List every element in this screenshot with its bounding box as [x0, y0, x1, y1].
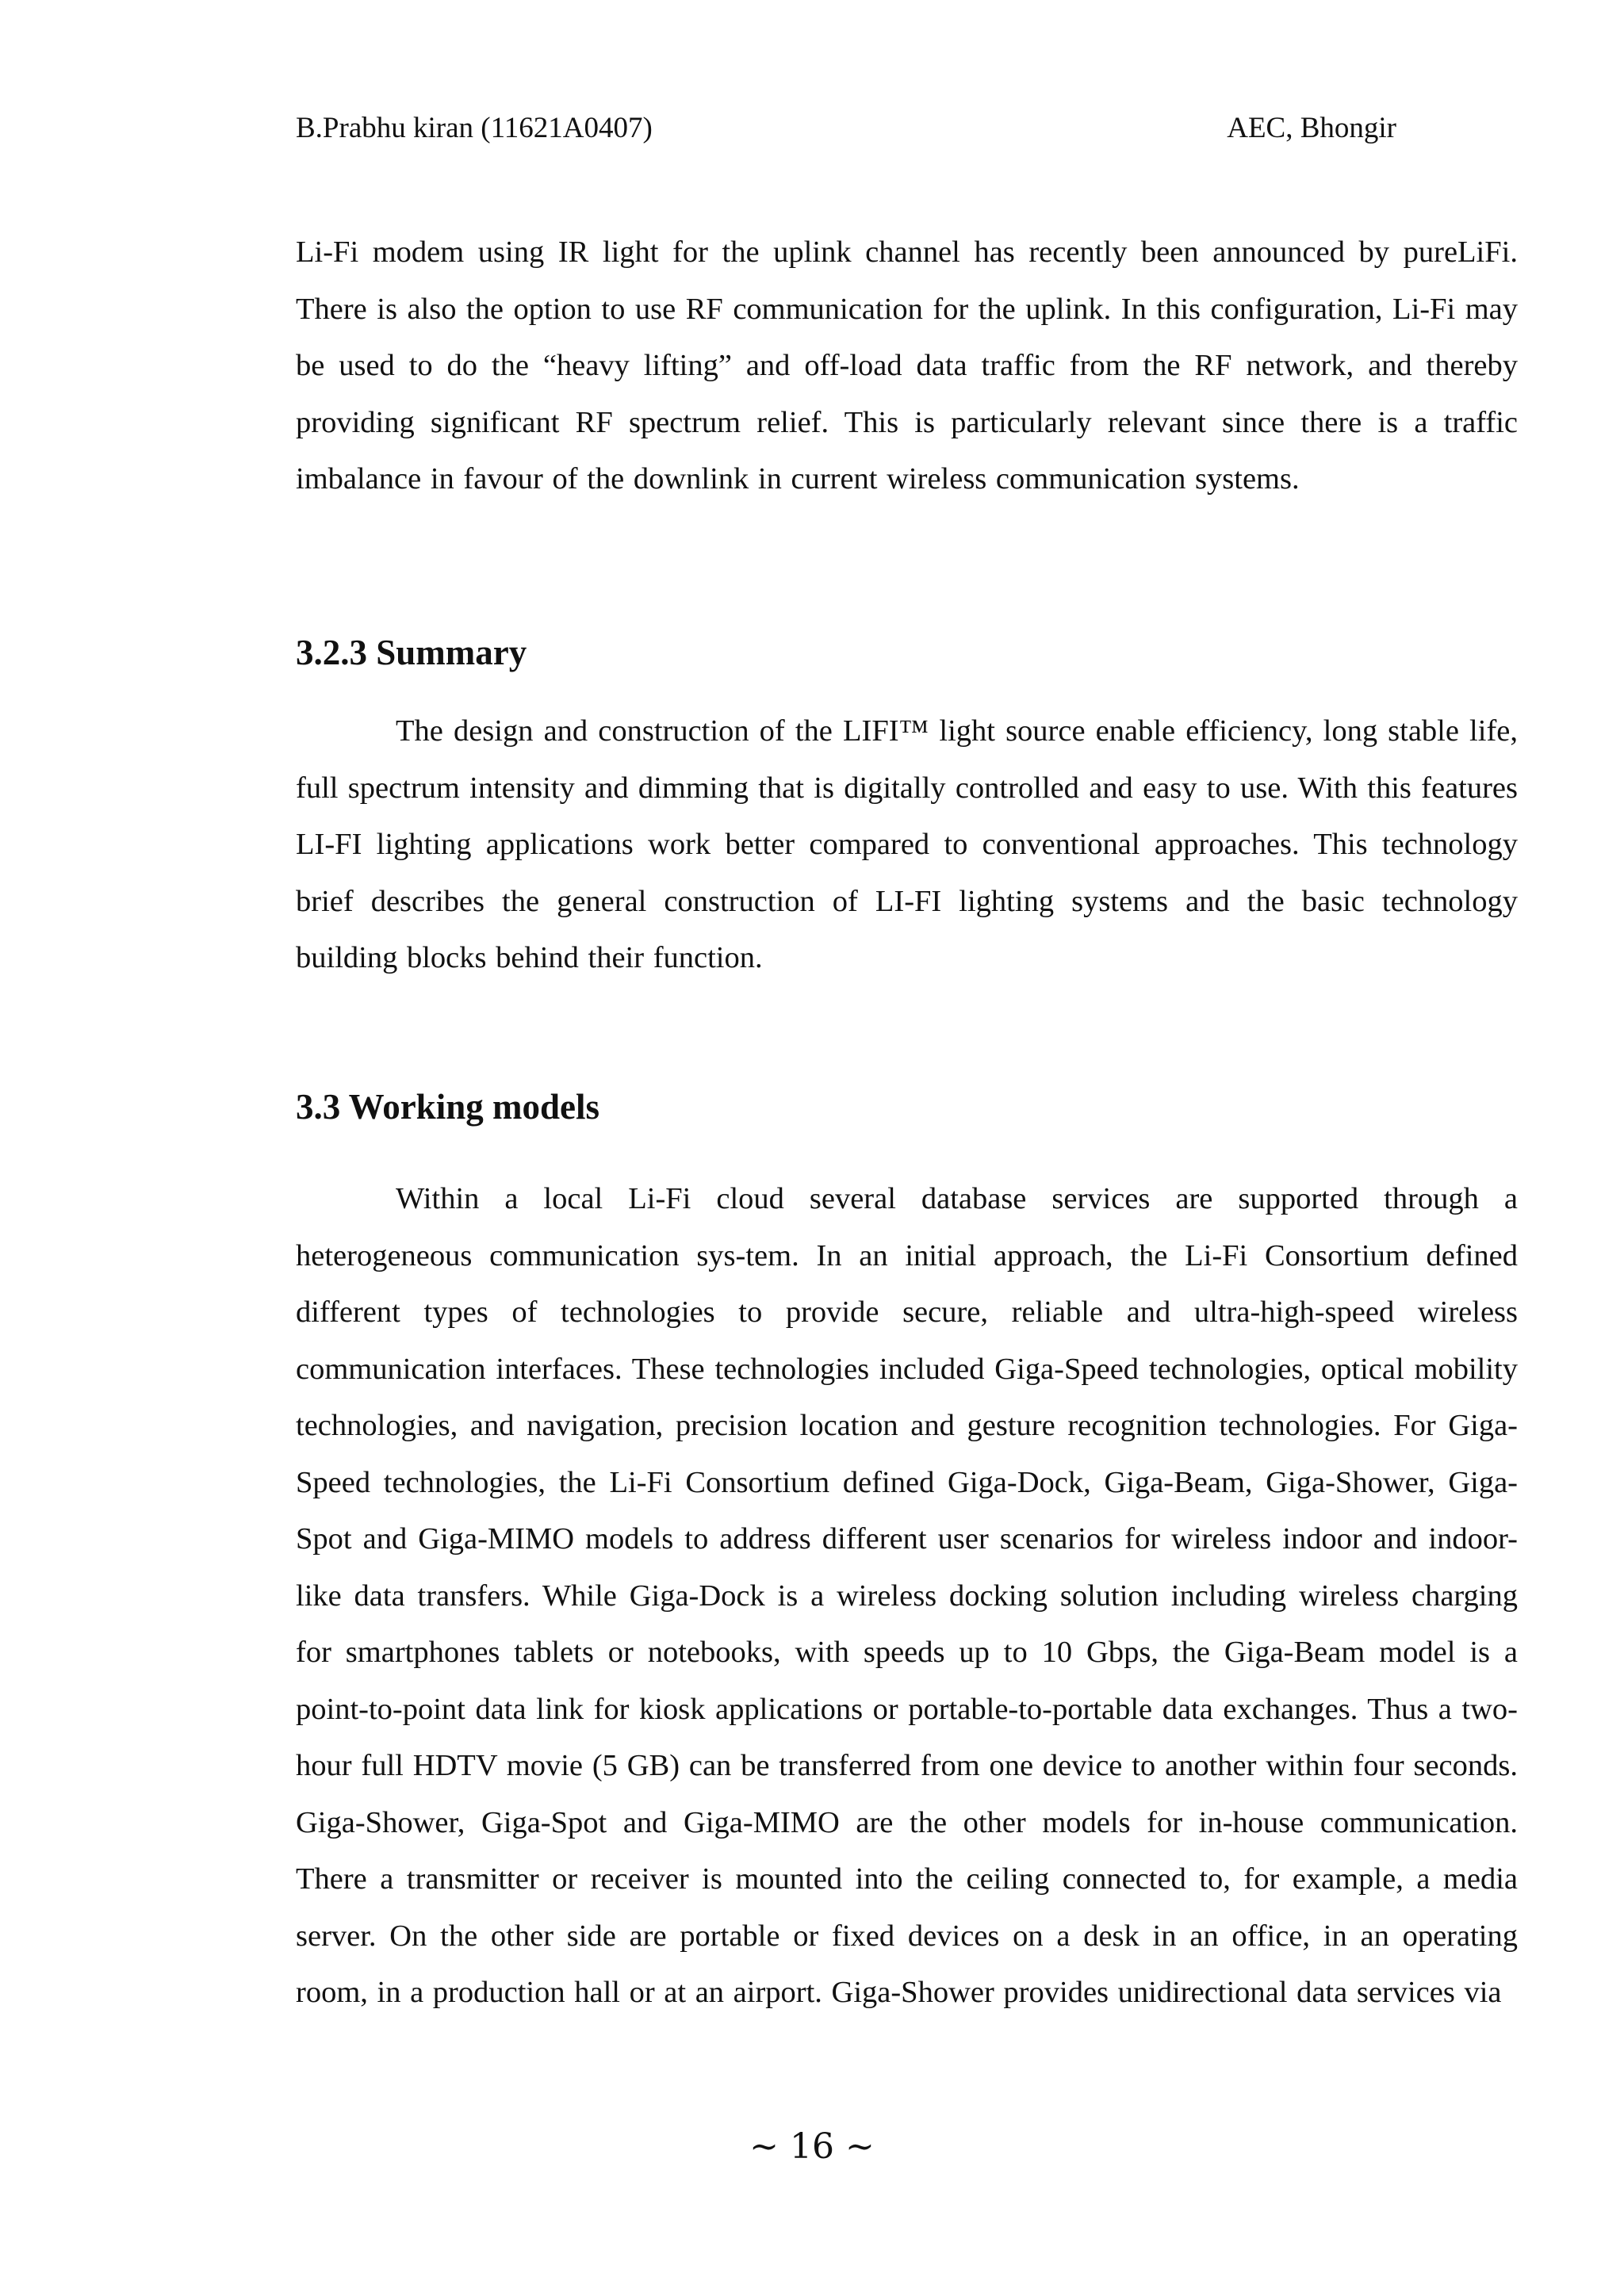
- working-models-paragraph: Within a local Li-Fi cloud several database services are supported through a heterogeneous communication sys-tem. In an initial approach, the Li-Fi Consortium defined different types of technologies to provide secure, reliable and ultra-high-speed wireless communication interfaces. These technologies included Giga-Speed technologies, optical mobility technologies, and navigation, precision location and gesture recognition technologies. For Giga-Speed technologies, the Li-Fi Consortium defined Giga-Dock, Giga-Beam, Giga-Shower, Giga-Spot and Giga-MIMO models to address different user scenarios for wireless indoor and indoor-like data transfers. While Giga-Dock is a wireless docking solution including wireless charging for smartphones tablets or notebooks, with speeds up to 10 Gbps, the Giga-Beam model is a point-to-point data link for kiosk applications or portable-to-portable data exchanges. Thus a two-hour full HDTV movie (5 GB) can be transferred from one device to another within four seconds. Giga-Shower, Giga-Spot and Giga-MIMO are the other models for in-house communication. There a transmitter or receiver is mounted into the ceiling connected to, for example, a media server. On the other side are portable or fixed devices on a desk in an office, in an operating room, in a production hall or at an airport. Giga-Shower provides unidirectional data services via: [296, 1182, 1518, 2009]
- page-number: ~ 16 ~: [749, 2126, 875, 2167]
- summary-heading: 3.2.3 Summary: [296, 633, 527, 672]
- intro-paragraph: Li-Fi modem using IR light for the uplink channel has recently been announced by pureLiFi. There is also the option to use RF communication for the uplink. In this configuration, Li-Fi may be used to do the “heavy lifting” and off-load data traffic from the RF network, and thereby providing significant RF spectrum relief. This is particularly relevant since there is a traffic imbalance in favour of the downlink in current wireless communication systems.: [296, 235, 1518, 496]
- summary-paragraph: The design and construction of the LIFI™ light source enable efficiency, long stable life, full spectrum intensity and dimming that is digitally controlled and easy to use. With this features LI-FI lighting applications work better compared to conventional approaches. This technology brief describes the general construction of LI-FI lighting systems and the basic technology building blocks behind their function.: [296, 714, 1518, 974]
- intro-section: [296, 224, 1518, 508]
- summary-section: [296, 703, 1518, 987]
- header-institution: AEC, Bhongir: [1227, 112, 1396, 144]
- header-author: B.Prabhu kiran (11621A0407): [296, 112, 653, 144]
- working-models-section: [296, 1171, 1518, 2022]
- working-models-heading: 3.3 Working models: [296, 1087, 599, 1127]
